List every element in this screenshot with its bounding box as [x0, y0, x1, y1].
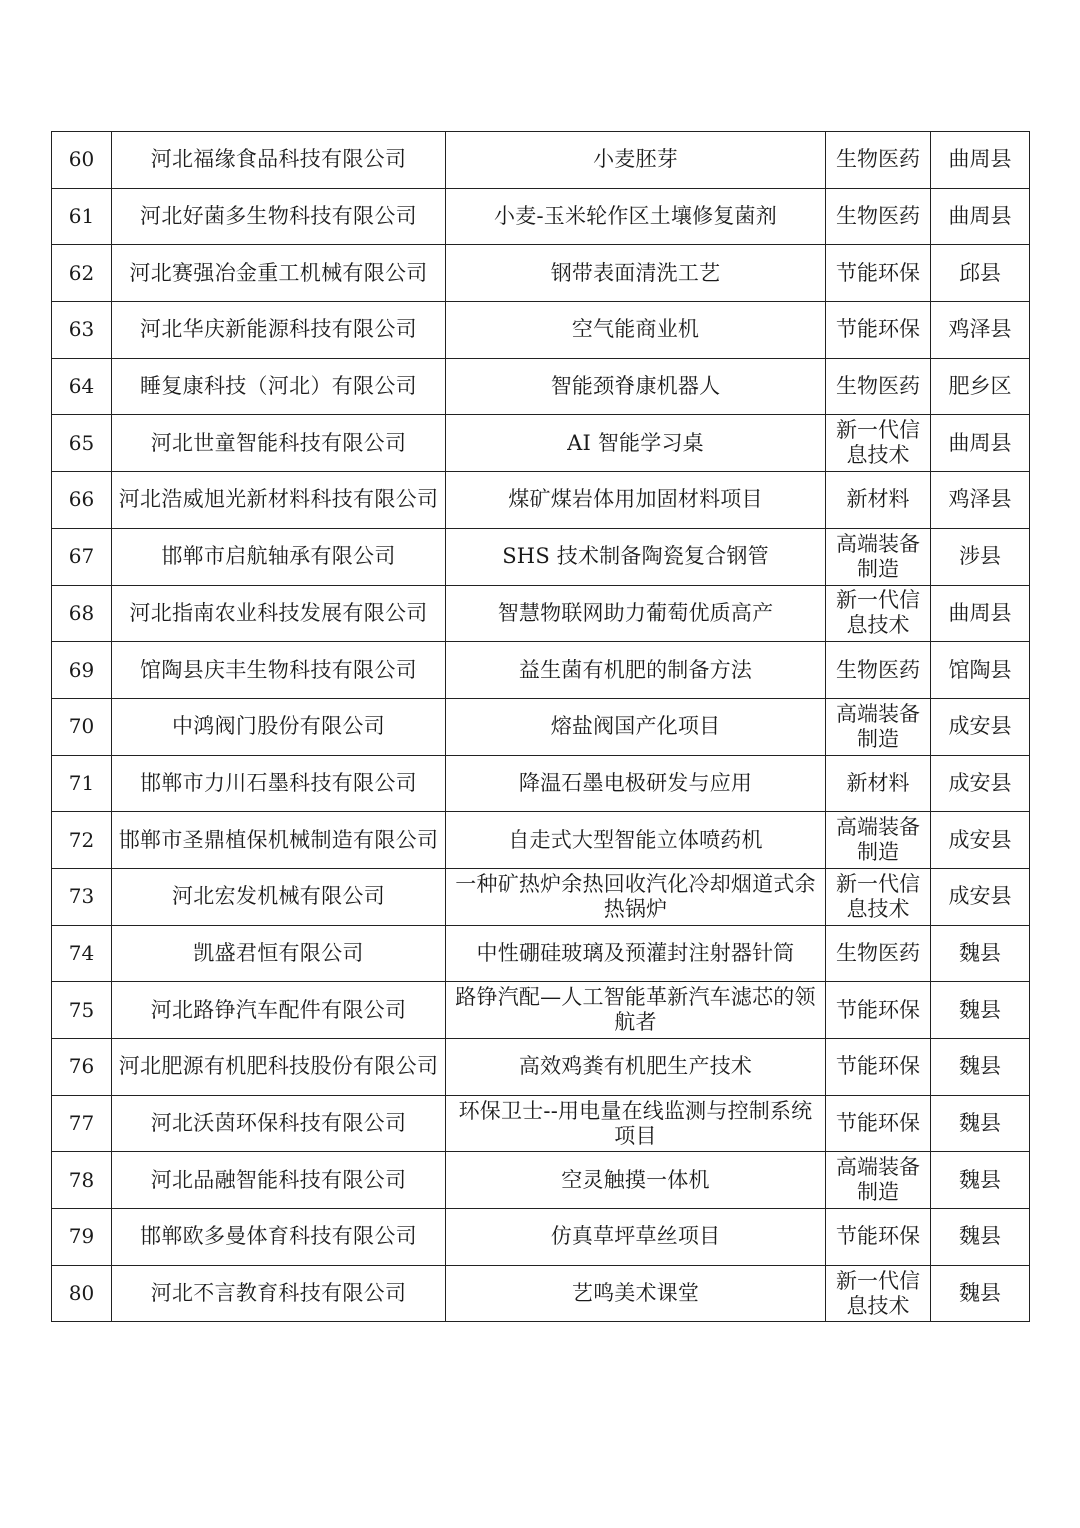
row-number: 78: [52, 1152, 112, 1209]
row-number: 68: [52, 585, 112, 642]
county-name: 魏县: [931, 1152, 1030, 1209]
project-table: [51, 131, 1030, 1322]
project-name: 路铮汽配—人工智能革新汽车滤芯的领航者: [446, 982, 826, 1039]
company-name: 河北肥源有机肥科技股份有限公司: [112, 1039, 446, 1096]
industry-sector: 节能环保: [826, 245, 931, 302]
industry-sector: 生物医药: [826, 132, 931, 189]
county-name: 曲周县: [931, 188, 1030, 245]
table-row: [52, 698, 1030, 755]
county-name: 曲周县: [931, 132, 1030, 189]
row-number: 75: [52, 982, 112, 1039]
county-name: 成安县: [931, 812, 1030, 869]
table-row: [52, 585, 1030, 642]
county-name: 成安县: [931, 698, 1030, 755]
project-name: 熔盐阀国产化项目: [446, 698, 826, 755]
row-number: 72: [52, 812, 112, 869]
industry-sector: 新一代信息技术: [826, 1265, 931, 1322]
project-name: 仿真草坪草丝项目: [446, 1209, 826, 1266]
industry-sector: 高端装备制造: [826, 1152, 931, 1209]
county-name: 涉县: [931, 528, 1030, 585]
row-number: 71: [52, 755, 112, 812]
county-name: 魏县: [931, 1265, 1030, 1322]
table-row: [52, 868, 1030, 925]
table-row: [52, 1209, 1030, 1266]
county-name: 鸡泽县: [931, 302, 1030, 359]
county-name: 魏县: [931, 1039, 1030, 1096]
project-name: 小麦-玉米轮作区土壤修复菌剂: [446, 188, 826, 245]
company-name: 河北福缘食品科技有限公司: [112, 132, 446, 189]
county-name: 魏县: [931, 925, 1030, 982]
company-name: 睡复康科技（河北）有限公司: [112, 358, 446, 415]
project-name: 环保卫士--用电量在线监测与控制系统项目: [446, 1095, 826, 1152]
company-name: 邯郸市启航轴承有限公司: [112, 528, 446, 585]
project-name: 艺鸣美术课堂: [446, 1265, 826, 1322]
industry-sector: 新一代信息技术: [826, 868, 931, 925]
table-row: [52, 755, 1030, 812]
industry-sector: 新材料: [826, 472, 931, 529]
company-name: 凯盛君恒有限公司: [112, 925, 446, 982]
table-row: [52, 132, 1030, 189]
industry-sector: 高端装备制造: [826, 698, 931, 755]
company-name: 河北好菌多生物科技有限公司: [112, 188, 446, 245]
table-body: [52, 132, 1030, 1322]
company-name: 河北浩威旭光新材料科技有限公司: [112, 472, 446, 529]
project-name: 智能颈脊康机器人: [446, 358, 826, 415]
county-name: 邱县: [931, 245, 1030, 302]
county-name: 成安县: [931, 868, 1030, 925]
row-number: 64: [52, 358, 112, 415]
industry-sector: 高端装备制造: [826, 812, 931, 869]
row-number: 60: [52, 132, 112, 189]
table-row: [52, 472, 1030, 529]
project-name: 中性硼硅玻璃及预灌封注射器针筒: [446, 925, 826, 982]
table-row: [52, 358, 1030, 415]
industry-sector: 新材料: [826, 755, 931, 812]
table-row: [52, 812, 1030, 869]
company-name: 河北品融智能科技有限公司: [112, 1152, 446, 1209]
industry-sector: 新一代信息技术: [826, 415, 931, 472]
table-row: [52, 642, 1030, 699]
company-name: 河北不言教育科技有限公司: [112, 1265, 446, 1322]
company-name: 中鸿阀门股份有限公司: [112, 698, 446, 755]
company-name: 邯郸欧多曼体育科技有限公司: [112, 1209, 446, 1266]
county-name: 魏县: [931, 1209, 1030, 1266]
table-row: [52, 982, 1030, 1039]
row-number: 79: [52, 1209, 112, 1266]
row-number: 63: [52, 302, 112, 359]
industry-sector: 高端装备制造: [826, 528, 931, 585]
company-name: 邯郸市圣鼎植保机械制造有限公司: [112, 812, 446, 869]
company-name: 河北指南农业科技发展有限公司: [112, 585, 446, 642]
row-number: 62: [52, 245, 112, 302]
project-name: 小麦胚芽: [446, 132, 826, 189]
row-number: 76: [52, 1039, 112, 1096]
county-name: 曲周县: [931, 415, 1030, 472]
project-name: 智慧物联网助力葡萄优质高产: [446, 585, 826, 642]
project-name: 钢带表面清洗工艺: [446, 245, 826, 302]
county-name: 肥乡区: [931, 358, 1030, 415]
table-row: [52, 925, 1030, 982]
project-name: 煤矿煤岩体用加固材料项目: [446, 472, 826, 529]
row-number: 80: [52, 1265, 112, 1322]
industry-sector: 节能环保: [826, 982, 931, 1039]
project-name: 空灵触摸一体机: [446, 1152, 826, 1209]
company-name: 河北赛强冶金重工机械有限公司: [112, 245, 446, 302]
project-name: 一种矿热炉余热回收汽化冷却烟道式余热锅炉: [446, 868, 826, 925]
table-row: [52, 1265, 1030, 1322]
project-name: 降温石墨电极研发与应用: [446, 755, 826, 812]
project-name: AI 智能学习桌: [446, 415, 826, 472]
row-number: 70: [52, 698, 112, 755]
county-name: 馆陶县: [931, 642, 1030, 699]
table-row: [52, 1095, 1030, 1152]
industry-sector: 节能环保: [826, 1039, 931, 1096]
company-name: 馆陶县庆丰生物科技有限公司: [112, 642, 446, 699]
county-name: 魏县: [931, 982, 1030, 1039]
row-number: 65: [52, 415, 112, 472]
row-number: 74: [52, 925, 112, 982]
industry-sector: 新一代信息技术: [826, 585, 931, 642]
company-name: 河北沃茵环保科技有限公司: [112, 1095, 446, 1152]
table-row: [52, 528, 1030, 585]
county-name: 成安县: [931, 755, 1030, 812]
company-name: 邯郸市力川石墨科技有限公司: [112, 755, 446, 812]
table-row: [52, 302, 1030, 359]
table-row: [52, 1152, 1030, 1209]
industry-sector: 节能环保: [826, 302, 931, 359]
row-number: 73: [52, 868, 112, 925]
row-number: 77: [52, 1095, 112, 1152]
table-row: [52, 188, 1030, 245]
table-row: [52, 245, 1030, 302]
project-name: 空气能商业机: [446, 302, 826, 359]
industry-sector: 节能环保: [826, 1209, 931, 1266]
project-name: 高效鸡粪有机肥生产技术: [446, 1039, 826, 1096]
row-number: 69: [52, 642, 112, 699]
company-name: 河北华庆新能源科技有限公司: [112, 302, 446, 359]
industry-sector: 生物医药: [826, 358, 931, 415]
row-number: 66: [52, 472, 112, 529]
county-name: 曲周县: [931, 585, 1030, 642]
county-name: 鸡泽县: [931, 472, 1030, 529]
project-name: 益生菌有机肥的制备方法: [446, 642, 826, 699]
company-name: 河北路铮汽车配件有限公司: [112, 982, 446, 1039]
row-number: 61: [52, 188, 112, 245]
industry-sector: 生物医药: [826, 642, 931, 699]
industry-sector: 生物医药: [826, 188, 931, 245]
table-row: [52, 415, 1030, 472]
row-number: 67: [52, 528, 112, 585]
project-name: SHS 技术制备陶瓷复合钢管: [446, 528, 826, 585]
company-name: 河北宏发机械有限公司: [112, 868, 446, 925]
industry-sector: 生物医药: [826, 925, 931, 982]
county-name: 魏县: [931, 1095, 1030, 1152]
project-name: 自走式大型智能立体喷药机: [446, 812, 826, 869]
company-name: 河北世童智能科技有限公司: [112, 415, 446, 472]
industry-sector: 节能环保: [826, 1095, 931, 1152]
table-row: [52, 1039, 1030, 1096]
